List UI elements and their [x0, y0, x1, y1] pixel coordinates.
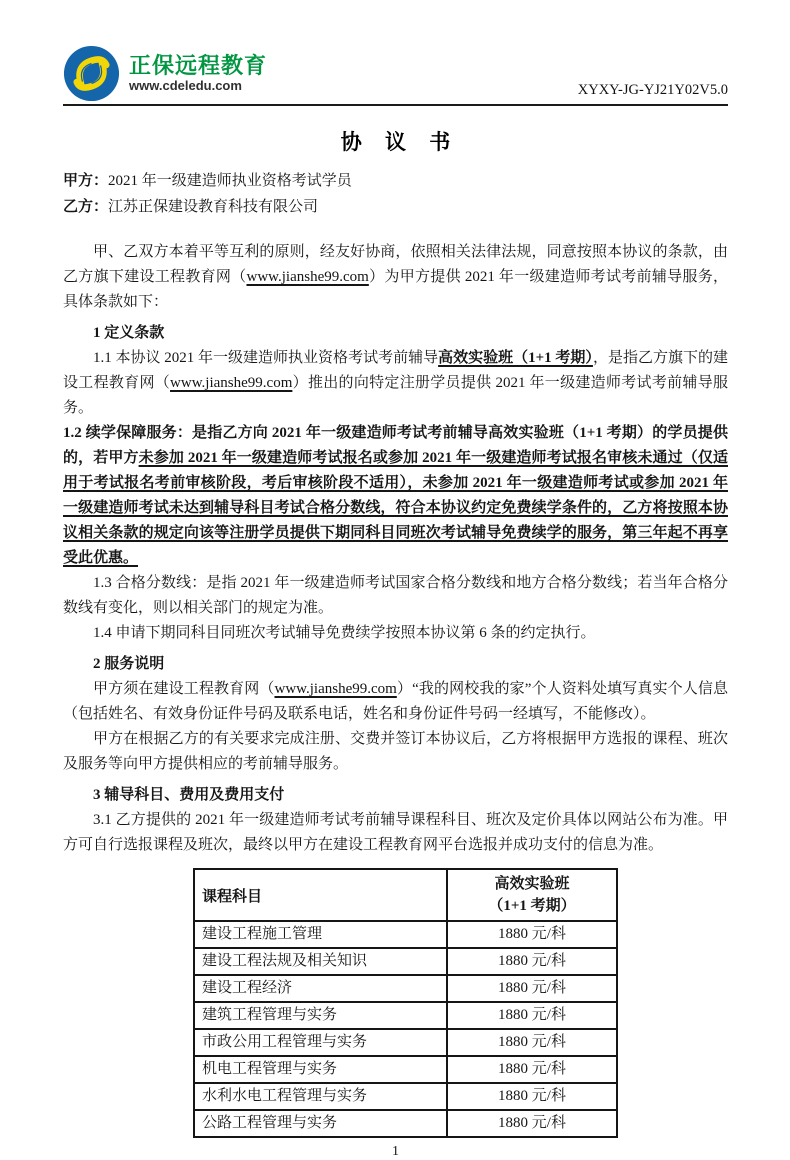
- text-segment: 2 服务说明: [93, 656, 165, 672]
- party-b-value: 江苏正保建设教育科技有限公司: [108, 199, 319, 215]
- text-segment: 甲、乙双方本着平等互利的原则，经友好协商，依照相关法律法规，同意按照本协议的条款，由乙方旗下建设工程教育网（: [63, 244, 728, 285]
- page-number: 1: [392, 1144, 399, 1159]
- subject-column-header: 课程科目: [194, 869, 447, 921]
- party-b-label: 乙方：: [63, 199, 109, 215]
- brand-url: www.cdeledu.com: [129, 78, 242, 94]
- brand: [63, 45, 267, 102]
- price-cell: 1880 元/科: [447, 921, 617, 948]
- section-3-heading: [63, 783, 728, 808]
- clause-3-1: [63, 808, 728, 858]
- subject-cell: 机电工程管理与实务: [194, 1056, 447, 1083]
- clause-1-4: [63, 621, 728, 646]
- text-segment: 甲方在根据乙方的有关要求完成注册、交费并签订本协议后，乙方将根据甲方选报的课程、班次及服务等向甲方提供相应的考前辅导服务。: [63, 731, 728, 772]
- table-row: [194, 1002, 617, 1029]
- price-cell: 1880 元/科: [447, 1029, 617, 1056]
- table-row: [194, 1083, 617, 1110]
- table-row: [194, 1029, 617, 1056]
- subject-cell: 建设工程法规及相关知识: [194, 948, 447, 975]
- text-segment: 1.3 合格分数线：是指 2021 年一级建造师考试国家合格分数线和地方合格分数线；若当年合格分数线有变化，则以相关部门的规定为准。: [63, 575, 728, 616]
- price-table-header-row: [194, 869, 617, 921]
- party-b-line: [63, 194, 728, 220]
- header-rule: [63, 104, 728, 106]
- subject-cell: 建设工程经济: [194, 975, 447, 1002]
- party-a-value: 2021 年一级建造师执业资格考试学员: [108, 173, 352, 189]
- subject-cell: 建设工程施工管理: [194, 921, 447, 948]
- text-segment: ）为甲方提供 2021 年一级建造师考试考前辅导服务，具体条款如下：: [63, 269, 728, 310]
- subject-cell: 建筑工程管理与实务: [194, 1002, 447, 1029]
- price-table-body: [194, 921, 617, 1137]
- clause-2-2: [63, 727, 728, 777]
- price-cell: 1880 元/科: [447, 1083, 617, 1110]
- table-row: [194, 1056, 617, 1083]
- party-a-label: 甲方：: [63, 173, 109, 189]
- table-row: [194, 975, 617, 1002]
- text-segment: 1.1 本协议 2021 年一级建造师执业资格考试考前辅导: [93, 350, 439, 366]
- price-cell: 1880 元/科: [447, 975, 617, 1002]
- section-2-heading: [63, 652, 728, 677]
- website-link[interactable]: www.jianshe99.com: [274, 681, 397, 697]
- document-title: 协 议 书: [340, 130, 460, 154]
- clause-1-1: [63, 346, 728, 421]
- clause-1-3: [63, 571, 728, 621]
- website-link[interactable]: www.jianshe99.com: [246, 269, 369, 285]
- price-table: [193, 868, 618, 1138]
- text-segment: 1 定义条款: [93, 325, 165, 341]
- table-row: [194, 921, 617, 948]
- text-segment: 1.2 续学保障服务：是指乙方向 2021 年一级建造师考试考前辅导高效实验班（1+1 考期）的学员提供的，若甲方: [63, 425, 728, 466]
- party-a-line: [63, 168, 728, 194]
- text-segment: 未参加 2021 年一级建造师考试报名或参加 2021 年一级建造师考试报名审核未通过（仅适用于考试报名考前审核阶段，考后审核阶段不适用），未参加 2021 年一级建造师考试或参加 2021 年一级建造师考试未达到辅导科目考试合格分数线，符合本协议约定免费续学条件的，乙方将按照本协议相关条款的规定向该等注册学员提供下期同科目同班次考试辅导免费续学的服务，第三年起不再享受此优惠。: [63, 450, 728, 566]
- price-cell: 1880 元/科: [447, 948, 617, 975]
- price-column-header-line2: （1+1 考期）: [488, 898, 576, 914]
- text-segment: ）“我的网校我的家”个人资料处填写真实个人信息（包括姓名、有效身份证件号码及联系电话，姓名和身份证件号码一经填写，不能修改）。: [63, 681, 728, 722]
- brand-name: 正保远程教育: [129, 53, 268, 79]
- doc-code: XYXY-JG-YJ21Y02V5.0: [577, 82, 728, 98]
- website-link[interactable]: www.jianshe99.com: [170, 375, 293, 391]
- price-cell: 1880 元/科: [447, 1110, 617, 1137]
- text-segment: 1.4 申请下期同科目同班次考试辅导免费续学按照本协议第 6 条的约定执行。: [93, 625, 596, 641]
- text-segment: 高效实验班（1+1 考期）: [438, 350, 593, 366]
- subject-cell: 水利水电工程管理与实务: [194, 1083, 447, 1110]
- clause-2-1: [63, 677, 728, 727]
- page-header: [63, 45, 728, 102]
- subject-cell: 市政公用工程管理与实务: [194, 1029, 447, 1056]
- price-column-header: [447, 869, 617, 921]
- section-1-heading: [63, 321, 728, 346]
- text-segment: 3.1 乙方提供的 2021 年一级建造师考试考前辅导课程科目、班次及定价具体以网站公布为准。甲方可自行选报课程及班次，最终以甲方在建设工程教育网平台选报并成功支付的信息为准。: [63, 812, 728, 853]
- text-segment: 甲方须在建设工程教育网（: [93, 681, 275, 697]
- table-row: [194, 948, 617, 975]
- price-cell: 1880 元/科: [447, 1002, 617, 1029]
- clause-1-2: [63, 421, 728, 571]
- text-segment: ）推出的向特定注册学员提供 2021 年一级建造师考试考前辅导服务。: [63, 375, 728, 416]
- text-segment: 3 辅导科目、费用及费用支付: [93, 787, 285, 803]
- document-body: [63, 240, 728, 858]
- price-cell: 1880 元/科: [447, 1056, 617, 1083]
- price-column-header-line1: 高效实验班: [494, 876, 570, 892]
- brand-logo-icon: [63, 45, 120, 102]
- text-segment: ，是指乙方旗下的建设工程教育网（: [63, 350, 728, 391]
- table-row: [194, 1110, 617, 1137]
- intro-paragraph: [63, 240, 728, 315]
- subject-cell: 公路工程管理与实务: [194, 1110, 447, 1137]
